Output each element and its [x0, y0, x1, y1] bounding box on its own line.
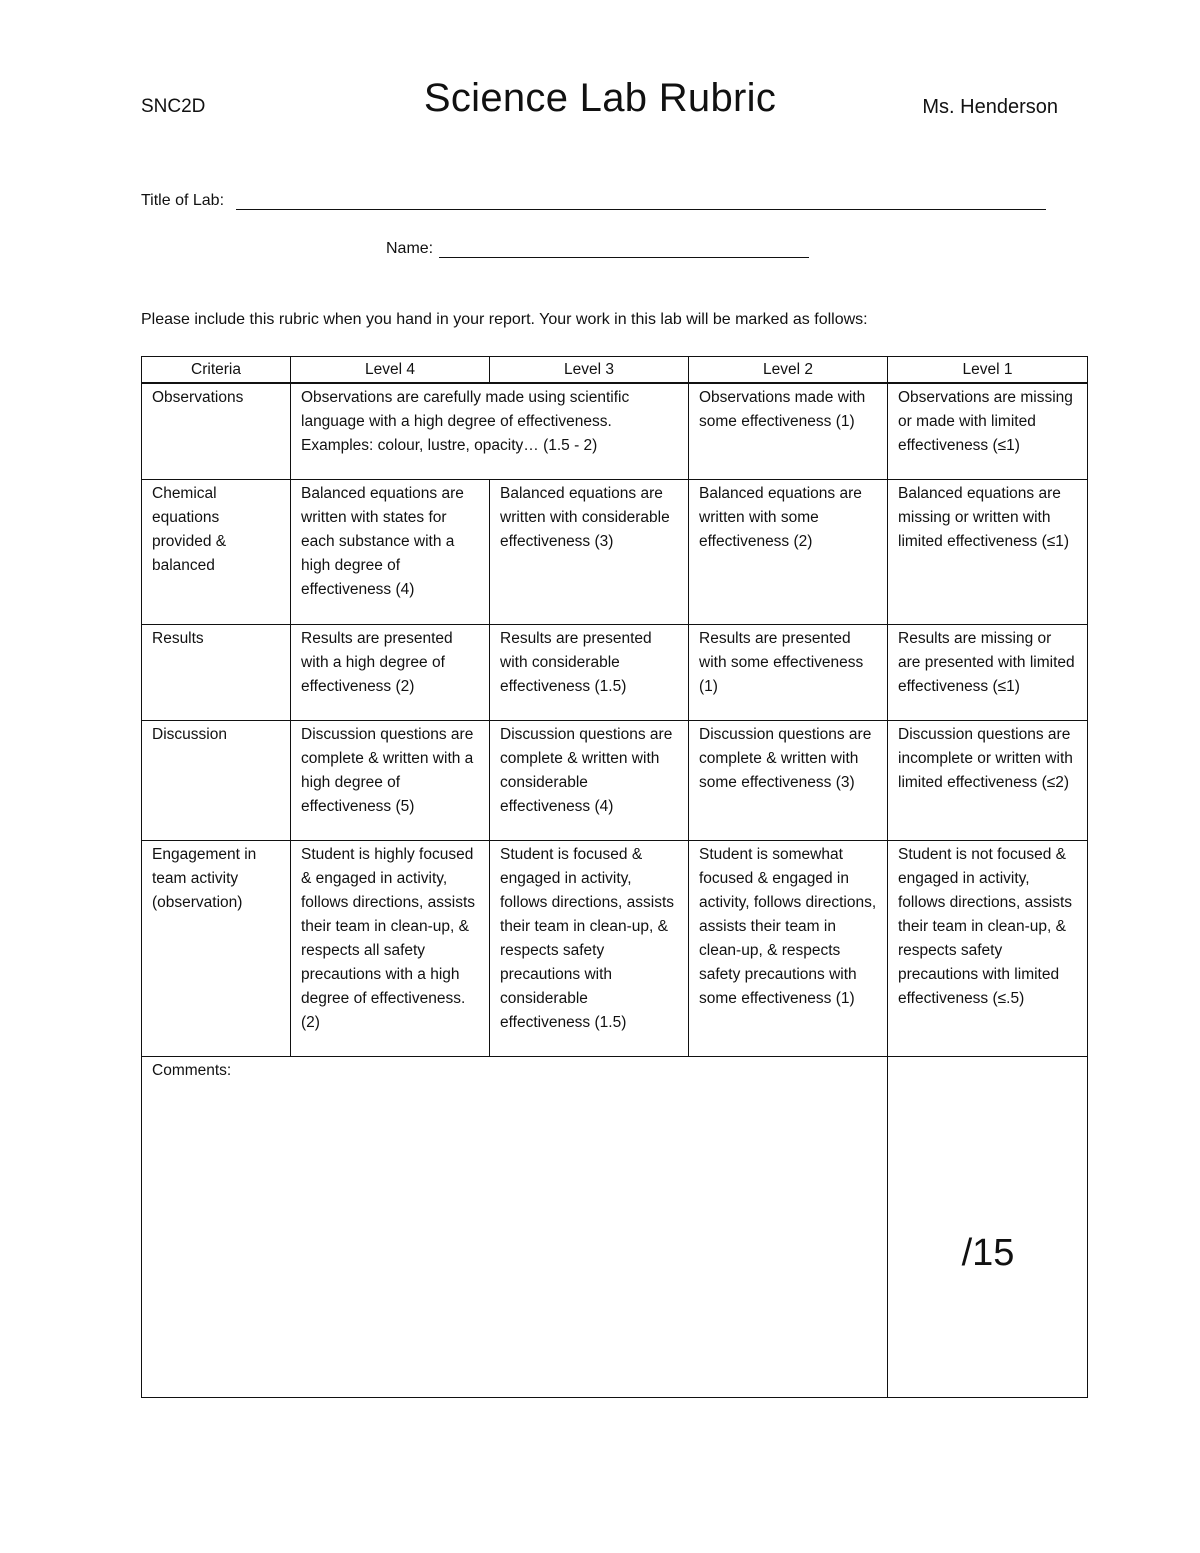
level-3-cell: Student is focused & engaged in activity, follows directions, assists their team in clean-up, & respects safety precautions with considerable effectiveness (1.5): [490, 841, 689, 1057]
page-title: Science Lab Rubric: [423, 76, 777, 120]
level-2-cell: Observations made with some effectiveness (1): [689, 383, 888, 480]
table-row-comments: [142, 1057, 1088, 1398]
criteria-cell: Chemical equations provided & balanced: [142, 480, 291, 625]
level-4-cell: Student is highly focused & engaged in activity, follows directions, assists their team in clean-up, & respects all safety precautions with a high degree of effectiveness. (2): [291, 841, 490, 1057]
table-row-results: [142, 625, 1088, 721]
header-criteria: Criteria: [142, 357, 291, 384]
level-4-cell: Discussion questions are complete & written with a high degree of effectiveness (5): [291, 721, 490, 841]
table-row-chemical-equations: [142, 480, 1088, 625]
level-2-cell: Balanced equations are written with some effectiveness (2): [689, 480, 888, 625]
level-3-cell: Results are presented with considerable effectiveness (1.5): [490, 625, 689, 721]
level-4-cell: Results are presented with a high degree of effectiveness (2): [291, 625, 490, 721]
student-name-blank[interactable]: [439, 239, 809, 258]
header-level-4: Level 4: [291, 357, 490, 384]
level-2-cell: Student is somewhat focused & engaged in activity, follows directions, assists their team in clean-up, & respects safety precautions with some effectiveness (1): [689, 841, 888, 1057]
level-1-cell: Observations are missing or made with limited effectiveness (≤1): [888, 383, 1088, 480]
instructions: Please include this rubric when you hand in your report. Your work in this lab will be marked as follows:: [141, 311, 868, 328]
lab-title-blank[interactable]: [236, 191, 1046, 210]
level-3-cell: Discussion questions are complete & written with considerable effectiveness (4): [490, 721, 689, 841]
level-1-cell: Results are missing or are presented with limited effectiveness (≤1): [888, 625, 1088, 721]
level-4-cell: Balanced equations are written with states for each substance with a high degree of effectiveness (4): [291, 480, 490, 625]
level-2-cell: Discussion questions are complete & written with some effectiveness (3): [689, 721, 888, 841]
level-1-cell: Student is not focused & engaged in activity, follows directions, assists their team in clean-up, & respects safety precautions with limited effectiveness (≤.5): [888, 841, 1088, 1057]
table-row-discussion: [142, 721, 1088, 841]
lab-title-field: [141, 191, 1046, 210]
total-score: /15: [961, 1232, 1015, 1274]
table-row-observations: [142, 383, 1088, 480]
comments-cell[interactable]: [142, 1057, 888, 1398]
teacher-name: Ms. Henderson: [922, 96, 1058, 118]
header-row: [142, 357, 1088, 384]
student-name-label: Name:: [386, 240, 434, 257]
score-cell: [888, 1057, 1088, 1398]
comments-label: Comments:: [152, 1062, 232, 1079]
criteria-cell: Observations: [142, 383, 291, 480]
course-code: SNC2D: [141, 96, 206, 117]
criteria-cell: Discussion: [142, 721, 291, 841]
criteria-cell: Engagement in team activity (observation): [142, 841, 291, 1057]
rubric-table: [141, 356, 1088, 1398]
lab-title-label: Title of Lab:: [141, 192, 225, 209]
header-level-3: Level 3: [490, 357, 689, 384]
student-name-field: [386, 239, 809, 258]
criteria-cell: Results: [142, 625, 291, 721]
level-4-3-cell: Observations are carefully made using scientific language with a high degree of effectiveness. Examples: colour, lustre, opacity… (1.5 - 2): [291, 383, 689, 480]
header-level-1: Level 1: [888, 357, 1088, 384]
level-1-cell: Balanced equations are missing or written with limited effectiveness (≤1): [888, 480, 1088, 625]
level-2-cell: Results are presented with some effectiveness (1): [689, 625, 888, 721]
header-level-2: Level 2: [689, 357, 888, 384]
level-1-cell: Discussion questions are incomplete or written with limited effectiveness (≤2): [888, 721, 1088, 841]
table-row-engagement: [142, 841, 1088, 1057]
level-3-cell: Balanced equations are written with considerable effectiveness (3): [490, 480, 689, 625]
